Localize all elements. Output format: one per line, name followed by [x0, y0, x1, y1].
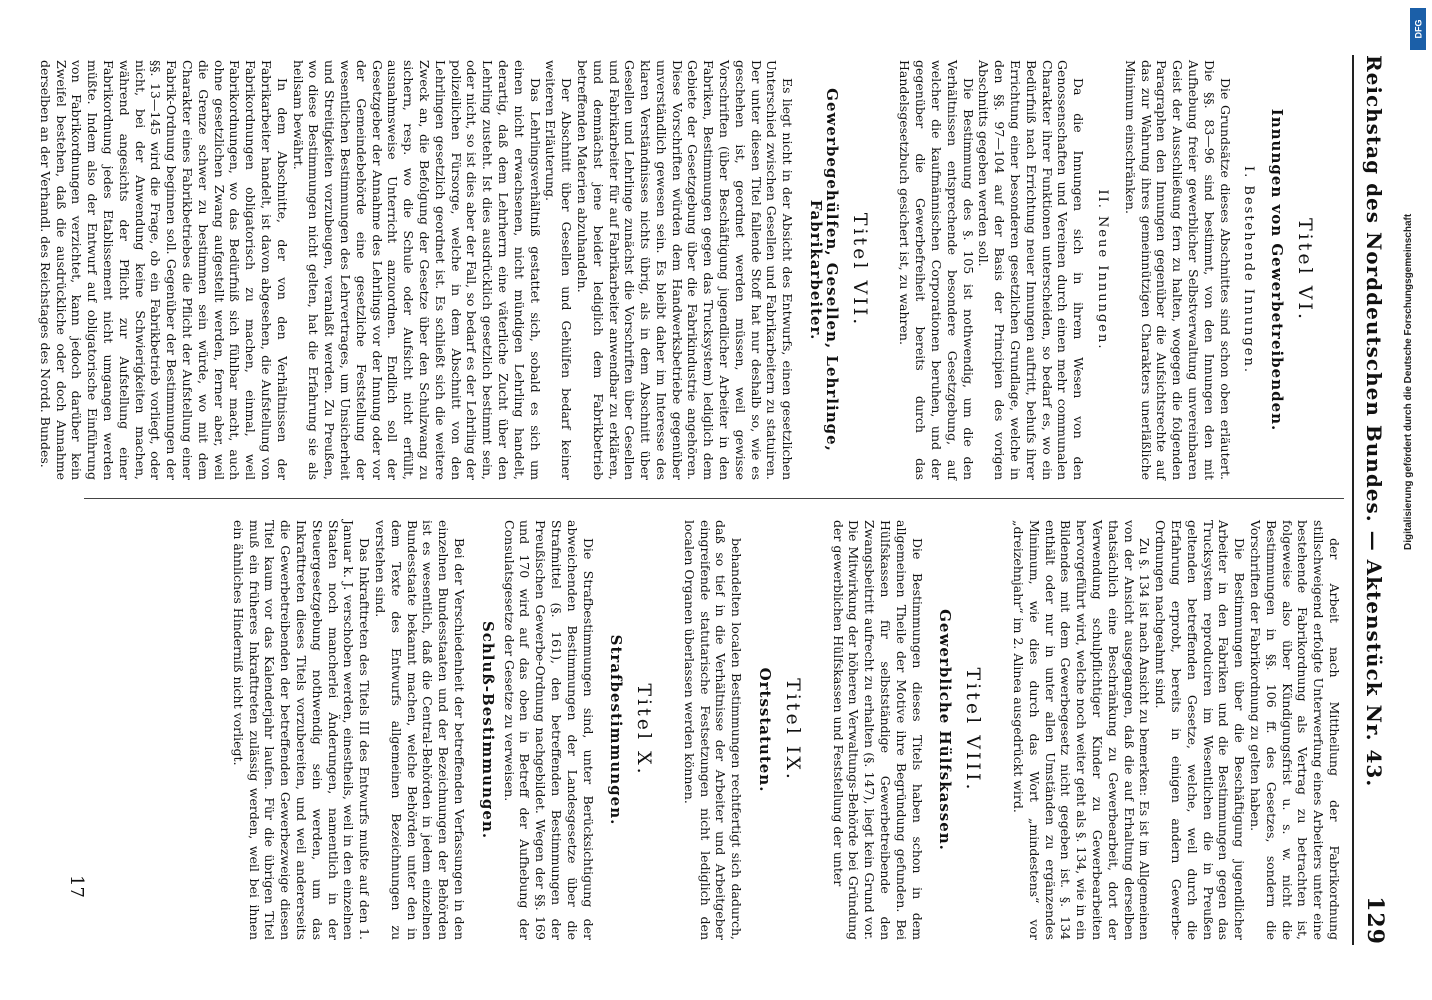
page-number: 129	[1362, 896, 1388, 945]
dfg-logo: DFG	[1410, 8, 1426, 50]
section-title: Titel VIII.	[962, 667, 985, 793]
paragraph: der Arbeit nach Mittheilung der Fabrikordnung stillschweigend erfolgte Unterwerfung eines Arbeiters unter eine bestehende Fabrikordnung als Vertrag zu betrachten ist, folgeweise also über Kündigungsfrist u. s. w. nicht die Bestimmungen in §§. 106 ff. des Gesetzes, sondern die Vorschriften der Fabrikordnung zu gelten haben.	[1248, 520, 1342, 940]
section-title: Titel X.	[633, 683, 656, 777]
section-heading: Innungen von Gewerbetreibenden.	[1268, 108, 1287, 432]
paragraph: Die Bestimmungen dieses Titels haben schon in dem allgemeinen Theile der Motive ihre Begründung gefunden. Bei Hülfskassen für selbstständige Gewerbetreibende den Zwangsbeitritt aufrecht zu erhalten (§. 147), liegt kein Grund vor. Die Mitwirkung der höheren Verwaltungs-Behörde bei Gründung der gewerblichen Hülfskassen und Feststellung der unter	[830, 520, 925, 940]
running-title: Reichstag des Norddeutschen Bundes. — Aktenstück Nr. 43.	[1362, 55, 1386, 788]
paragraph: Es liegt nicht in der Absicht des Entwurfs, einen gesetzlichen Unterschied zwischen Gesellen und Fabrikarbeitern zu statuiren. Der unter diesen Titel fallende Stoff hat nur deshalb so, wie es geschehen ist, geordnet werden müssen, weil gewisse Vorschriften (über Beschäftigung jugendlicher Arbeiter in den Fabriken, Bestimmungen gegen das Trucksystem) lediglich dem Gebiete der Gesetzgebung über die Fabrikindustrie angehören. Diese Vorschriften würden dem Handwerksbetriebe gegenüber unverständlich gewesen sein. Es bleibt daher im Interesse des klaren Verständnisses nichts übrig, als in dem Abschnitt über Gesellen und Lehrlinge zunächst die Vorschriften über Gesellen und Fabrikarbeiter für auf Fabrikarbeiter anwendbar zu erklären, und demnächst jene beider lediglich dem Fabrikbetrieb betreffenden Materien abzuhandeln.	[574, 60, 796, 480]
signature-mark: 17	[66, 875, 87, 898]
paragraph: In dem Abschnitte, der von den Verhältnissen der Fabrikarbeiter handelt, ist davon abgesehen, die Aufstellung von Fabrikordnungen obligatorisch zu machen, einmal, weil Fabrikordnungen, wo das Bedürfniß sich fühlbar macht, auch ohne gesetzlichen Zwang aufgestellt werden, ferner aber, weil die Grenze schwer zu bestimmen sein würde, wo mit dem Charakter eines Fabrikbetriebes die Pflicht der Aufstellung einer Fabrik-Ordnung beginnen soll. Gegenüber der Bestimmungen der §§. 13—145 wird die Frage, ob ein Fabrikbetrieb vorliegt, oder nicht, bei der Anwendung keine Schwierigkeiten machen, während angesichts der Pflicht zur Aufstellung einer Fabrikordnung jedes Etablissement nicht umgangen werden müßte. Indem also der Entwurf auf obligatorische Einführung von Fabrikordnungen verzichtet, kann jedoch darüber kein Zweifel bestehen, daß die ausdrückliche oder doch Annahme derselben an der Verhandl. des Reichstages des Nordd. Bundes.	[37, 60, 290, 480]
section-heading: Gewerbliche Hülfskassen.	[936, 609, 955, 851]
section-heading: Schluß-Bestimmungen.	[478, 620, 497, 840]
digitization-notice: Digitalisierung gefördert durch die Deutsche Forschungsgemeinschaft	[1403, 213, 1414, 550]
left-column	[37, 60, 1342, 480]
paragraph: Das Inkrafttreten des Titels III des Entwurfs mußte auf den 1. Januar k. J. verschoben werden, einestheils, weil in den einzelnen Staaten noch mancherlei Änderungen, namentlich in der Steuergesetzgebung nothwendig sein werden, um das Inkrafttreten dieses Titels vorzubereiten, und weil andererseits die Gewerbetreibenden der betreffenden Gewerbezweige diesen Titel kaum vor das Kalenderjahr laufen. Für die übrigen Titel muß ein früheres Inkrafttreten zulässig werden, weil bei ihnen ein ähnliches Hinderniß nicht vorliegt.	[230, 520, 373, 940]
paragraph: Bei der Verschiedenheit der betreffenden Verfassungen in den einzelnen Bundesstaaten und der Bezeichnungen der Behörden ist es wesentlich, daß die Central-Behörden in jedem einzelnen Bundesstaate bekannt machen, welche Behörden unter den in dem Texte des Entwurfs allgemeinen Bezeichnungen zu verstehen sind.	[372, 520, 467, 940]
subsection-heading: I. Bestehende Innungen.	[1241, 166, 1257, 374]
section-heading: Ortsstatuten.	[756, 667, 775, 793]
paragraph: behandelten localen Bestimmungen rechtfertigt sich dadurch, daß so tief in die Verhältnisse der Arbeiter und Arbeitgeber eingreifende statutarische Festsetzungen nicht lediglich den localen Organen überlassen werden können.	[681, 520, 745, 940]
subsection-heading: II. Neue Innungen.	[1095, 189, 1111, 351]
paragraph: Die Strafbestimmungen sind, unter Berücksichtigung der abweichenden Bestimmungen der Landesgesetze über die Strafmittel (§. 161), den betreffenden Bestimmungen der Preußischen Gewerbe-Ordnung nachgebildet. Wegen der §§. 169 und 170 wird auf das oben in Betreff der Aufhebung der Consulatsgesetze der Gesetze zu verweisen.	[501, 520, 596, 940]
paragraph: Der Abschnitt über Gesellen und Gehülfen bedarf keiner weiteren Erläuterung.	[543, 60, 575, 480]
column-divider	[84, 498, 1344, 499]
paragraph: Da die Innungen sich in ihrem Wesen von den Genossenschaften und Vereinen durch einen mehr communalen Charakter ihrer Funktionen unterscheiden, so bedarf es, wo ein Bedürfniß nach Errichtung neuer Innungen auftritt, behufs ihrer Errichtung einer besonderen gesetzlichen Grundlage, welche in den §§. 97—104 auf der Basis der Principien des vorigen Abschnitts gegeben werden soll.	[976, 60, 1087, 480]
paragraph: Das Lehrlingsverhältniß gestattet sich, sobald es sich um einen nicht erwachsenen, nicht mündigen Lehrling handelt, derartig, daß dem Lehrherrn eine väterliche Zucht über den Lehrling zusteht. Ist dies ausdrücklich gesetzlich bestimmt sein, oder nicht, so ist dies aber der Fall, so bedarf es der Lehrling der polizeilichen Fürsorge, welche in dem Abschnitt von den Lehrlingen gesetzlich geordnet ist. Es schließt sich die weitere Zweck an, die Befolgung der Gesetze über den Schulzwang zu sichern, resp. wo die Schule oder Aufsicht nicht erfüllt, ausnahmsweise Unterricht anzuordnen. Endlich soll der Gesetzgeber der Annahme des Lehrlings vor der Innung oder vor der Gemeindebehörde eine gesetzliche Feststellung der wesentlichen Bestimmungen des Lehrvertrages, um Unsicherheit und Streitigkeiten vorzubeugen, veranlaßt werden. Zu Preußen, wo diese Bestimmungen nicht gelten, hat die Erfahrung sie als heilsam bewährt.	[290, 60, 543, 480]
section-title: Titel VII.	[848, 212, 871, 328]
section-heading: Gewerbegehülfen, Gesellen, Lehrlinge, Fabrikarbeiter.	[807, 88, 841, 452]
paragraph: Die Grundsätze dieses Abschnittes sind schon oben erläutert. Die §§. 83—96 sind bestimmt, von den Innungen den mit Aufhebung freier gewerblicher Selbstverwaltung unvereinbaren Geist der Ausschließung fern zu halten, wogegen die folgenden Paragraphen den Innungen gegenüber die Aufsichtsrechte auf das zur Wahrung ihres gemeinnützigen Charakters unerläßliche Minimum einschränken.	[1122, 60, 1233, 480]
paragraph: Die Bestimmung des §. 105 ist nothwendig, um die den Verhältnissen entsprechende besondere Gesetzgebung, auf welcher die kaufmännischen Corporationen beruhen, und der gegenüber die Gewerbefreiheit bereits durch das Handelsgesetzbuch gesichert ist, zu wahren.	[897, 60, 976, 480]
section-title: Titel VI.	[1294, 217, 1316, 322]
section-heading: Strafbestimmungen.	[607, 634, 626, 826]
page-header	[1362, 55, 1392, 945]
header-rule	[1352, 55, 1354, 945]
paragraph: Zu §. 134 ist nach Ansicht zu bemerken: Es ist im Allgemeinen von der Ansicht ausgegangen, daß die auf Erhaltung derselben thatsächlich eine Beschränkung zu Gewerbearbeit, dort der Verwendung schulpflichtiger Kinder zu Gewerbearbeiten hervorgeführt wird, welche noch weiter geht als §. 134, wie in ein Bildendes mit dem Gewerbegesetz nicht gegeben ist. §. 134 enthält oder nur in unter allen Umständen zu ergänzendes Minimum, wie dies durch das Wort „mindestens“ vor „dreizehnjahr“ im 2. Alinea ausgedrückt wird.	[1011, 520, 1153, 940]
section-title: Titel IX.	[781, 678, 804, 782]
right-column	[230, 520, 1342, 940]
paragraph: Die Bestimmungen über die Beschäftigung jugendlicher Arbeiter in den Fabriken und die Bestimmungen gegen das Trucksystem reproduciren im Wesentlichen die in Preußen geltenden betreffenden Gesetze, welche, weil durch die Erfahrung erprobt, bereits in einigen andern Gewerbe-Ordnungen nachgeahmt sind.	[1153, 520, 1248, 940]
